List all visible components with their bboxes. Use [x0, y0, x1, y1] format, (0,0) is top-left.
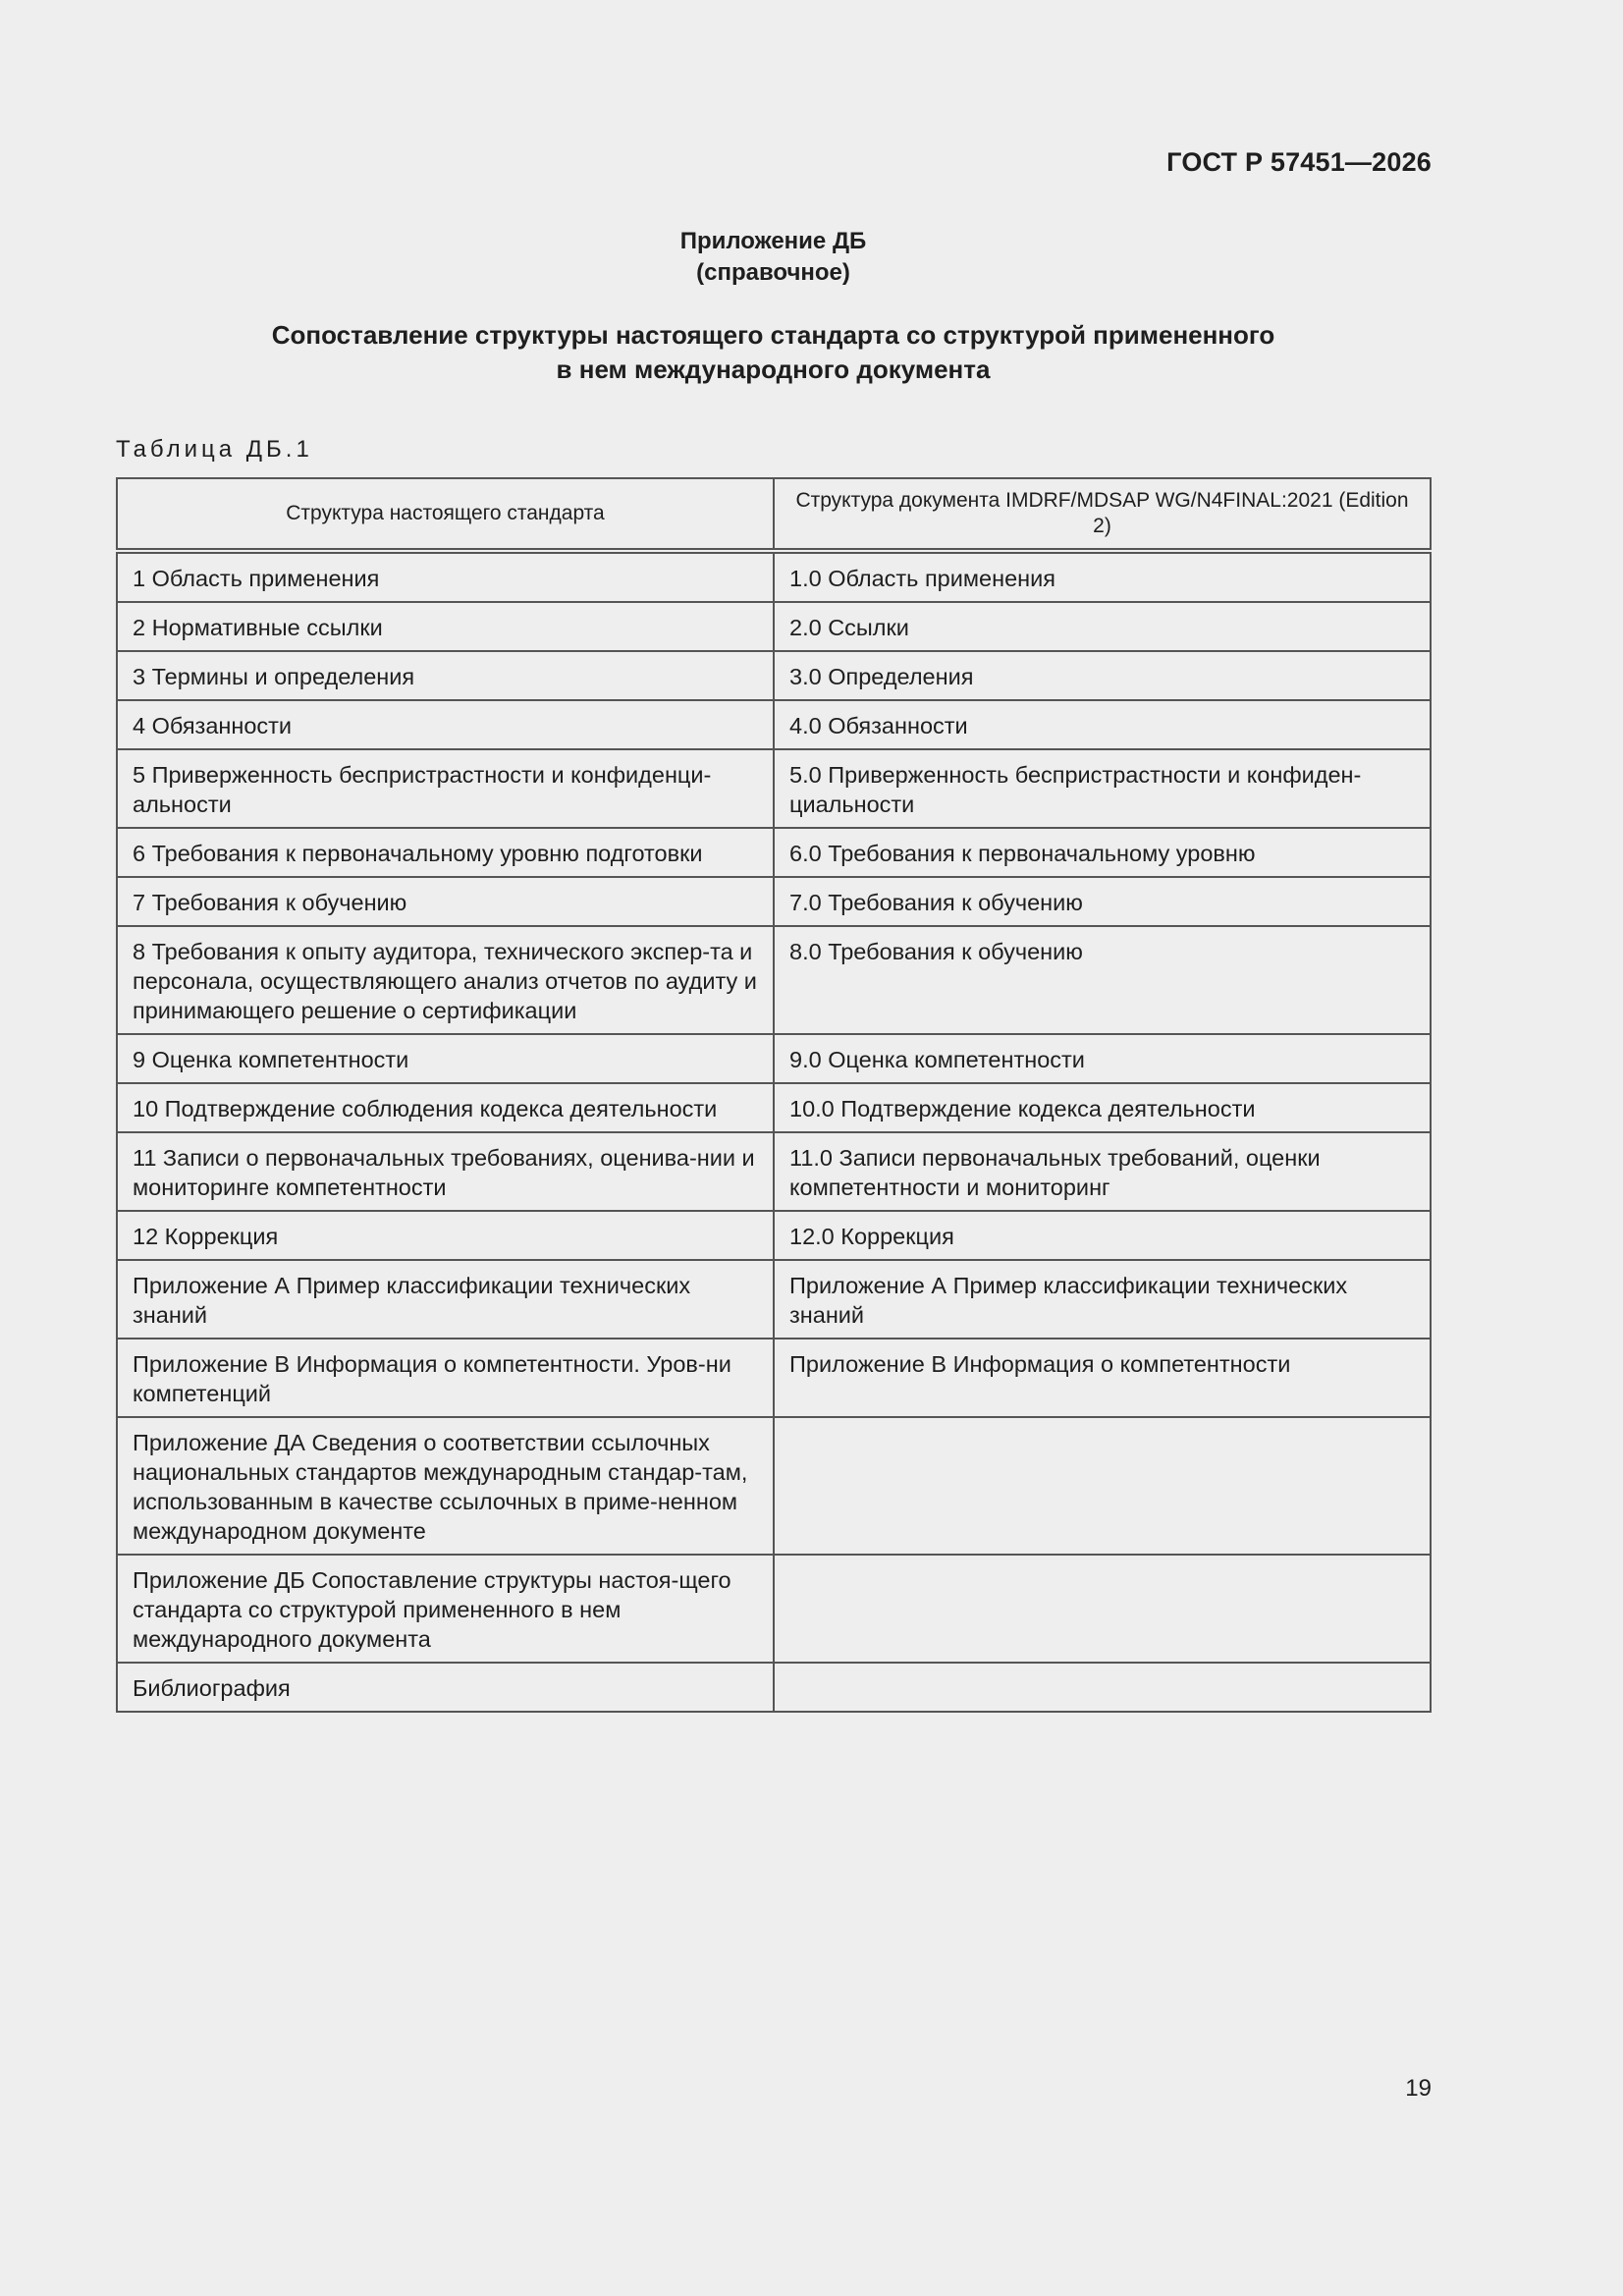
table-label: Таблица ДБ.1 [116, 436, 313, 463]
table-cell-national: Приложение ДБ Сопоставление структуры настоя-щего стандарта со структурой примененного в нем международного документа [117, 1555, 774, 1663]
table-row [117, 1211, 1431, 1260]
table-row [117, 551, 1431, 602]
table-cell-national: 1 Область применения [117, 551, 774, 602]
table-row [117, 1132, 1431, 1211]
table-row [117, 700, 1431, 749]
table-row [117, 926, 1431, 1034]
table-cell-international: 4.0 Обязанности [774, 700, 1431, 749]
table-header-row [117, 478, 1431, 551]
table-row [117, 828, 1431, 877]
table-cell-national: Приложение ДА Сведения о соответствии ссылочных национальных стандартов международным стандар-там, использованным в качестве ссылочных в приме-ненном международном документе [117, 1417, 774, 1555]
table-cell-national: 10 Подтверждение соблюдения кодекса деятельности [117, 1083, 774, 1132]
table-row [117, 1417, 1431, 1555]
table-row [117, 749, 1431, 828]
table-cell-international [774, 1663, 1431, 1712]
table-cell-international: Приложение А Пример классификации технических знаний [774, 1260, 1431, 1339]
table-cell-international [774, 1417, 1431, 1555]
table-row [117, 1555, 1431, 1663]
comparison-table [116, 477, 1432, 1713]
table-row [117, 1339, 1431, 1417]
table-cell-international: 12.0 Коррекция [774, 1211, 1431, 1260]
table-cell-international: 2.0 Ссылки [774, 602, 1431, 651]
table-cell-international: 9.0 Оценка компетентности [774, 1034, 1431, 1083]
table-row [117, 651, 1431, 700]
table-cell-international: 11.0 Записи первоначальных требований, оценки компетентности и мониторинг [774, 1132, 1431, 1211]
table-cell-international: 6.0 Требования к первоначальному уровню [774, 828, 1431, 877]
table-row [117, 1034, 1431, 1083]
table-cell-national: 6 Требования к первоначальному уровню подготовки [117, 828, 774, 877]
table-row [117, 1260, 1431, 1339]
table-cell-international: 8.0 Требования к обучению [774, 926, 1431, 1034]
document-code: ГОСТ Р 57451—2026 [1166, 147, 1432, 177]
table-cell-international [774, 1555, 1431, 1663]
table-cell-international: 5.0 Приверженность беспристрастности и конфиден-циальности [774, 749, 1431, 828]
table-row [117, 602, 1431, 651]
appendix-title-line-2: в нем международного документа [556, 355, 991, 384]
table-row [117, 877, 1431, 926]
table-cell-national: 12 Коррекция [117, 1211, 774, 1260]
table-cell-national: 8 Требования к опыту аудитора, технического экспер-та и персонала, осуществляющего анализ отчетов по аудиту и принимающего решение о сертификации [117, 926, 774, 1034]
column-header-international-document: Структура документа IMDRF/MDSAP WG/N4FINAL:2021 (Edition 2) [774, 478, 1431, 551]
table-cell-national: 11 Записи о первоначальных требованиях, оценива-нии и мониторинге компетентности [117, 1132, 774, 1211]
table-cell-national: Библиография [117, 1663, 774, 1712]
page-number: 19 [1405, 2075, 1432, 2102]
column-header-national-standard: Структура настоящего стандарта [117, 478, 774, 551]
table-cell-national: 9 Оценка компетентности [117, 1034, 774, 1083]
table-cell-national: 5 Приверженность беспристрастности и конфиденци-альности [117, 749, 774, 828]
appendix-title [0, 318, 1546, 387]
table-cell-international: 3.0 Определения [774, 651, 1431, 700]
table-cell-international: 10.0 Подтверждение кодекса деятельности [774, 1083, 1431, 1132]
table-cell-international: Приложение В Информация о компетентности [774, 1339, 1431, 1417]
table-cell-national: 2 Нормативные ссылки [117, 602, 774, 651]
table-cell-international: 1.0 Область применения [774, 551, 1431, 602]
appendix-heading [0, 226, 1546, 289]
table-row [117, 1083, 1431, 1132]
table-cell-national: 7 Требования к обучению [117, 877, 774, 926]
table-cell-national: 4 Обязанности [117, 700, 774, 749]
table-cell-national: 3 Термины и определения [117, 651, 774, 700]
table-cell-national: Приложение В Информация о компетентности. Уров-ни компетенций [117, 1339, 774, 1417]
table-cell-national: Приложение А Пример классификации технических знаний [117, 1260, 774, 1339]
table-row [117, 1663, 1431, 1712]
appendix-label: Приложение ДБ [679, 228, 867, 254]
appendix-kind: (справочное) [696, 259, 850, 286]
appendix-title-line-1: Сопоставление структуры настоящего стандарта со структурой примененного [271, 320, 1275, 350]
table-cell-international: 7.0 Требования к обучению [774, 877, 1431, 926]
